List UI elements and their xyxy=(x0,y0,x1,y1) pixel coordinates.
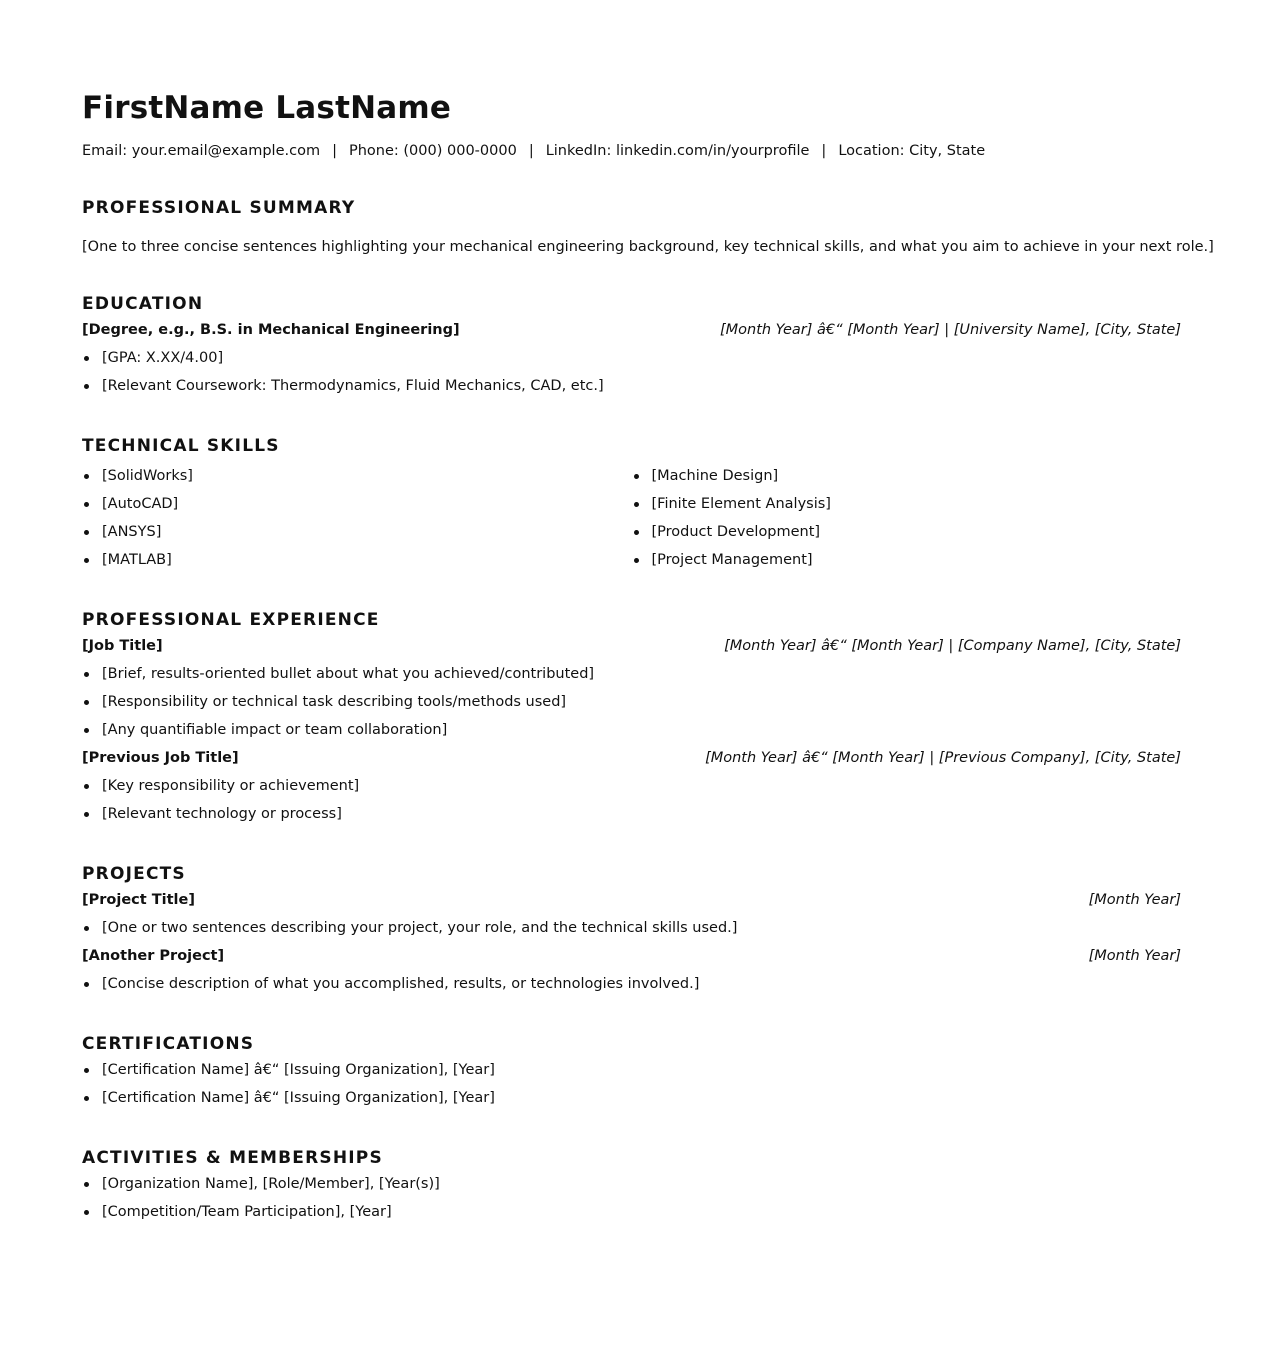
project-entry-header xyxy=(82,886,1181,914)
contact-line xyxy=(82,140,1181,162)
section-title: PROFESSIONAL SUMMARY xyxy=(82,198,356,218)
list-item: [Brief, results-oriented bullet about what you achieved/contributed] xyxy=(82,660,1181,688)
contact-location: Location: City, State xyxy=(838,143,986,159)
job-entry-header xyxy=(82,632,1181,660)
project-entry-header xyxy=(82,942,1181,970)
project-bullets xyxy=(82,970,1181,998)
education-section xyxy=(82,292,1181,400)
summary-text: [One to three concise sentences highlighting your mechanical engineering background, key technical skills, and what you aim to achieve in your next role.] xyxy=(82,239,1214,255)
job-title: [Job Title] xyxy=(82,638,163,654)
section-title: EDUCATION xyxy=(82,294,204,314)
list-item: [MATLAB] xyxy=(82,546,632,574)
list-item: [Relevant technology or process] xyxy=(82,800,1181,828)
education-bullets xyxy=(82,344,1181,400)
project-bullets xyxy=(82,914,1181,942)
list-item: [Project Management] xyxy=(632,546,1182,574)
certification-bullets xyxy=(82,1056,1181,1112)
list-item: [Finite Element Analysis] xyxy=(632,490,1182,518)
contact-separator: | xyxy=(528,143,534,159)
activity-bullets xyxy=(82,1170,1181,1226)
activities-section xyxy=(82,1146,1181,1226)
list-item: [One or two sentences describing your project, your role, and the technical skills used.] xyxy=(82,914,1181,942)
section-title: PROFESSIONAL EXPERIENCE xyxy=(82,610,380,630)
list-item: [Key responsibility or achievement] xyxy=(82,772,1181,800)
certifications-section xyxy=(82,1032,1181,1112)
job-entry-header xyxy=(82,744,1181,772)
project-date: [Month Year] xyxy=(1088,892,1181,908)
contact-separator: | xyxy=(332,143,337,159)
project-title: [Project Title] xyxy=(82,892,195,908)
list-item: [Relevant Coursework: Thermodynamics, Fluid Mechanics, CAD, etc.] xyxy=(82,372,1181,400)
list-item: [ANSYS] xyxy=(82,518,632,546)
contact-email: Email: your.email@example.com xyxy=(82,143,321,159)
skills-section xyxy=(82,434,1181,574)
list-item: [Certification Name] â€“ [Issuing Organization], [Year] xyxy=(82,1084,1181,1112)
skills-columns xyxy=(82,462,1181,574)
list-item: [Organization Name], [Role/Member], [Year(s)] xyxy=(82,1170,1181,1198)
education-entry-header xyxy=(82,316,1181,344)
job-dates-location: [Month Year] â€“ [Month Year] | [Previous Company], [City, State] xyxy=(705,750,1181,766)
section-title: CERTIFICATIONS xyxy=(82,1034,255,1054)
list-item: [AutoCAD] xyxy=(82,490,632,518)
job-bullets xyxy=(82,660,1181,744)
list-item: [Concise description of what you accomplished, results, or technologies involved.] xyxy=(82,970,1181,998)
contact-phone: Phone: (000) 000-0000 xyxy=(348,143,517,159)
list-item: [SolidWorks] xyxy=(82,462,632,490)
degree-title: [Degree, e.g., B.S. in Mechanical Engineering] xyxy=(82,322,460,338)
skills-left-column xyxy=(82,462,632,574)
section-title: ACTIVITIES & MEMBERSHIPS xyxy=(82,1148,383,1168)
projects-section xyxy=(82,862,1181,998)
contact-separator: | xyxy=(821,143,827,159)
contact-linkedin: LinkedIn: linkedin.com/in/yourprofile xyxy=(545,143,810,159)
list-item: [Product Development] xyxy=(632,518,1182,546)
job-bullets xyxy=(82,772,1181,828)
summary-section xyxy=(82,196,1214,258)
project-title: [Another Project] xyxy=(82,948,225,964)
candidate-name: FirstName LastName xyxy=(82,90,452,126)
job-dates-location: [Month Year] â€“ [Month Year] | [Company Name], [City, State] xyxy=(724,638,1181,654)
list-item: [Competition/Team Participation], [Year] xyxy=(82,1198,1181,1226)
list-item: [GPA: X.XX/4.00] xyxy=(82,344,1181,372)
experience-section xyxy=(82,608,1181,828)
section-title: PROJECTS xyxy=(82,864,186,884)
job-title: [Previous Job Title] xyxy=(82,750,239,766)
education-dates-location: [Month Year] â€“ [Month Year] | [University Name], [City, State] xyxy=(719,322,1181,338)
list-item: [Certification Name] â€“ [Issuing Organization], [Year] xyxy=(82,1056,1181,1084)
skills-right-column xyxy=(632,462,1182,574)
list-item: [Machine Design] xyxy=(632,462,1182,490)
project-date: [Month Year] xyxy=(1088,948,1181,964)
list-item: [Any quantifiable impact or team collaboration] xyxy=(82,716,1181,744)
list-item: [Responsibility or technical task describing tools/methods used] xyxy=(82,688,1181,716)
section-title: TECHNICAL SKILLS xyxy=(82,436,280,456)
